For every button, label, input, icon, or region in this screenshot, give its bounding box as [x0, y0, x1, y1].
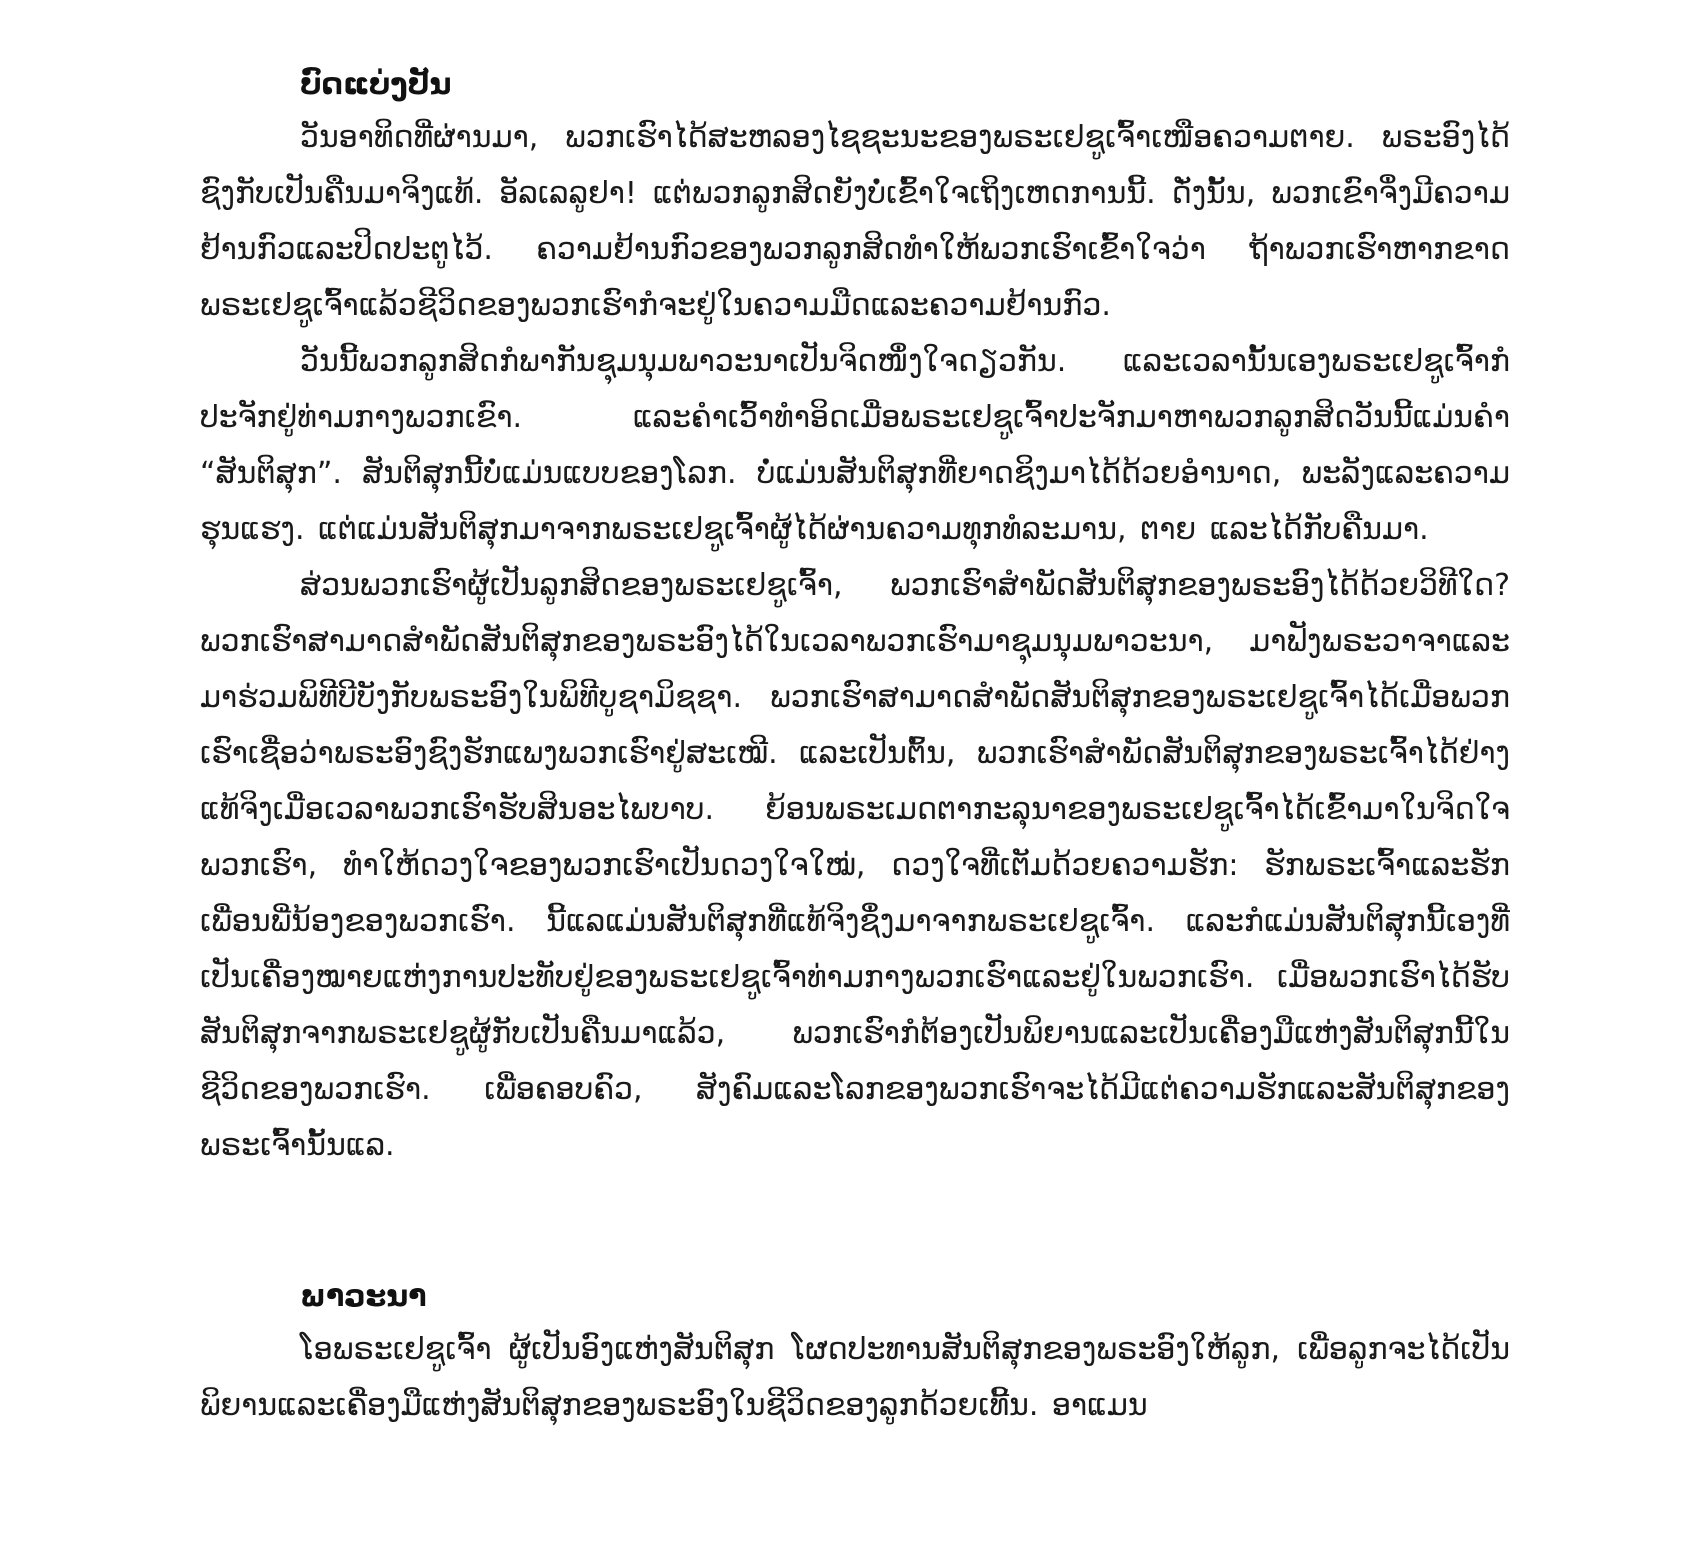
prayer-paragraph: ໂອພຣະເຢຊູເຈົ້າ ຜູ້ເປັນອົງແຫ່ງສັນຕິສຸກ ໂຜດປະທານສັນຕິສຸກຂອງພຣະອົງໃຫ້ລູກ, ເພື່ອລູກຈະໄດ້ເປັນພິຍານແລະເຄື່ອງມືແຫ່ງສັນຕິສຸກຂອງພຣະອົງໃນຊີວິດຂອງລູກດ້ວຍເທີ້ນ. ອາແມນ [200, 1332, 1510, 1423]
reflection-paragraph-3: ສ່ວນພວກເຮົາຜູ້ເປັນລູກສິດຂອງພຣະເຢຊູເຈົ້າ, ພວກເຮົາສຳພັດສັນຕິສຸກຂອງພຣະອົງໄດ້ດ້ວຍວິທີໃດ? ພວກເຮົາສາມາດສຳພັດສັນຕິສຸກຂອງພຣະອົງໄດ້ໃນເວລາພວກເຮົາມາຊຸມນຸມພາວະນາ, ມາຟັງພຣະວາຈາແລະມາຮ່ວມພິທີບີບັງກັບພຣະອົງໃນພິທີບູຊາມິຊຊາ. ພວກເຮົາສາມາດສຳພັດສັນຕິສຸກຂອງພຣະເຢຊູເຈົ້າໄດ້ເມື່ອພວກເຮົາເຊື່ອວ່າພຣະອົງຊົງຮັກແພງພວກເຮົາຢູ່ສະເໝີ. ແລະເປັນຕົ້ນ, ພວກເຮົາສຳພັດສັນຕິສຸກຂອງພຣະເຈົ້າໄດ້ຢ່າງແທ້ຈິງເມື່ອເວລາພວກເຮົາຮັບສິນອະໄພບາບ. ຍ້ອນພຣະເມດຕາກະລຸນາຂອງພຣະເຢຊູເຈົ້າໄດ້ເຂົ້າມາໃນຈິດໃຈພວກເຮົາ, ທຳໃຫ້ດວງໃຈຂອງພວກເຮົາເປັນດວງໃຈໃໝ່, ດວງໃຈທີ່ເຕັມດ້ວຍຄວາມຮັກ: ຮັກພຣະເຈົ້າແລະຮັກເພື່ອນພີ່ນ້ອງຂອງພວກເຮົາ. ນີ້ແລແມ່ນສັນຕິສຸກທີ່ແທ້ຈິງຊຶ່ງມາຈາກພຣະເຢຊູເຈົ້າ. ແລະກໍແມ່ນສັນຕິສຸກນີ້ເອງທີ່ເປັນເຄື່ອງໝາຍແຫ່ງການປະທັບຢູ່ຂອງພຣະເຢຊູເຈົ້າທ່າມກາງພວກເຮົາແລະຢູ່ໃນພວກເຮົາ. ເມື່ອພວກເຮົາໄດ້ຮັບສັນຕິສຸກຈາກພຣະເຢຊູຜູ້ກັບເປັນຄືນມາແລ້ວ, ພວກເຮົາກໍຕ້ອງເປັນພິຍານແລະເປັນເຄື່ອງມືແຫ່ງສັນຕິສຸກນີ້ໃນຊີວິດຂອງພວກເຮົາ. ເພື່ອຄອບຄົວ, ສັງຄົມແລະໂລກຂອງພວກເຮົາຈະໄດ້ມີແຕ່ຄວາມຮັກແລະສັນຕິສຸກຂອງພຣະເຈົ້ານັ້ນແລ. [200, 568, 1510, 1163]
prayer-section [200, 1272, 1510, 1434]
reflection-paragraph-2: ວັນນີ້ພວກລູກສິດກໍພາກັນຊຸມນຸມພາວະນາເປັນຈິດໜຶ່ງໃຈດຽວກັນ. ແລະເວລານັ້ນເອງພຣະເຢຊູເຈົ້າກໍປະຈັກຢູ່ທ່າມກາງພວກເຂົາ. ແລະຄຳເວົ້າທຳອິດເມື່ອພຣະເຢຊູເຈົ້າປະຈັກມາຫາພວກລູກສິດວັນນີ້ແມ່ນຄຳ “ສັນຕິສຸກ”. ສັນຕິສຸກນີ້ບໍ່ແມ່ນແບບຂອງໂລກ. ບໍ່ແມ່ນສັນຕິສຸກທີ່ຍາດຊິງມາໄດ້ດ້ວຍອຳນາດ, ພະລັງແລະຄວາມຮຸນແຮງ. ແຕ່ແມ່ນສັນຕິສຸກມາຈາກພຣະເຢຊູເຈົ້າຜູ້ໄດ້ຜ່ານຄວາມທຸກທໍລະມານ, ຕາຍ ແລະໄດ້ກັບຄືນມາ. [200, 344, 1510, 547]
reflection-section [200, 60, 1510, 1174]
prayer-heading: ພາວະນາ [300, 1279, 427, 1314]
reflection-paragraph-1: ວັນອາທິດທີ່ຜ່ານມາ, ພວກເຮົາໄດ້ສະຫລອງໄຊຊະນະຂອງພຣະເຢຊູເຈົ້າເໜືອຄວາມຕາຍ. ພຣະອົງໄດ້ຊົງກັບເປັນຄືນມາຈິງແທ້. ອັລເລລູຢາ! ແຕ່ພວກລູກສິດຍັງບໍ່ເຂົ້າໃຈເຖິງເຫດການນີ້. ດັ່ງນັ້ນ, ພວກເຂົາຈຶ່ງມີຄວາມຢ້ານກົວແລະປິດປະຕູໄວ້. ຄວາມຢ້ານກົວຂອງພວກລູກສິດທຳໃຫ້ພວກເຮົາເຂົ້າໃຈວ່າ ຖ້າພວກເຮົາຫາກຂາດພຣະເຢຊູເຈົ້າແລ້ວຊີວິດຂອງພວກເຮົາກໍຈະຢູ່ໃນຄວາມມືດແລະຄວາມຢ້ານກົວ. [200, 120, 1510, 323]
reflection-heading: ບົດແບ່ງປັນ [300, 67, 452, 102]
